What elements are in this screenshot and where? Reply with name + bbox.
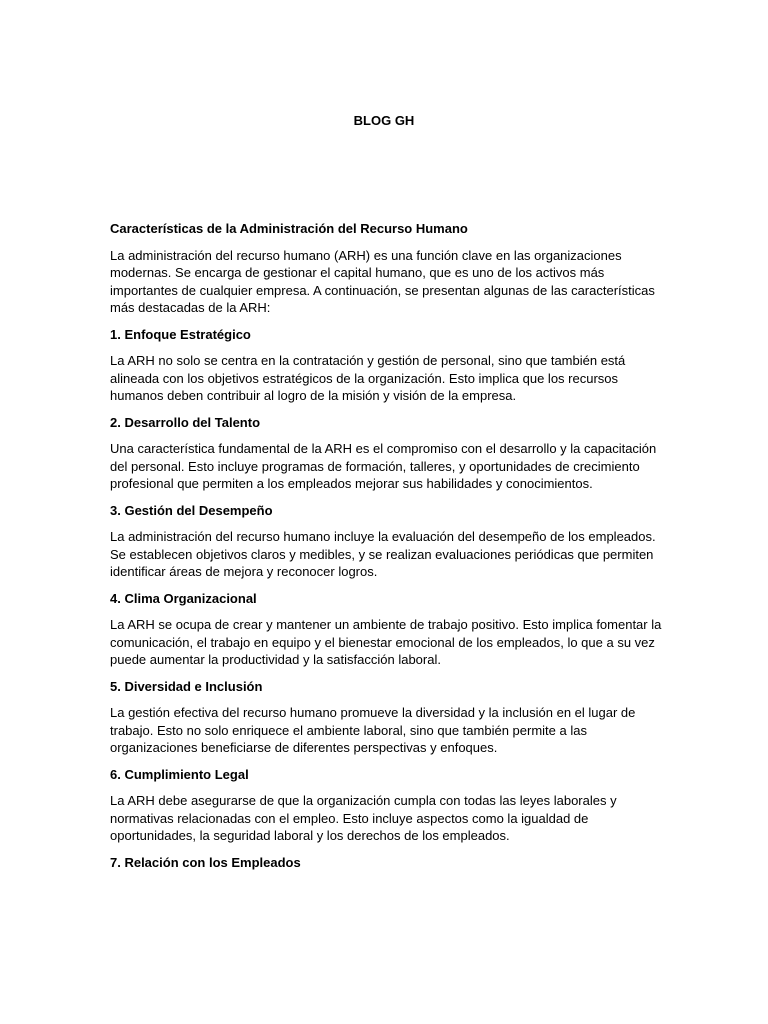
section-text-1: La ARH no solo se centra en la contratación y gestión de personal, sino que también está alineada con los objetivos estratégicos de la organización. Esto implica que los recursos humanos deben contribuir al logro de la misión y visión de la empresa. xyxy=(110,353,626,403)
section-heading-6: 6. Cumplimiento Legal xyxy=(110,766,249,782)
blog-title: BLOG GH xyxy=(353,113,415,128)
intro-paragraph: La administración del recurso humano (ARH) es una función clave en las organizaciones modernas. Se encarga de gestionar el capital humano, que es uno de los activos más importantes de cualquier empresa. A continuación, se presentan algunas de las características más destacadas de la ARH: xyxy=(110,247,655,315)
section-heading-5: 5. Diversidad e Inclusión xyxy=(110,678,263,694)
section-heading-3: 3. Gestión del Desempeño xyxy=(110,502,273,518)
document-body xyxy=(110,220,662,880)
section-heading-4: 4. Clima Organizacional xyxy=(110,590,257,606)
section-text-2: Una característica fundamental de la ARH es el compromiso con el desarrollo y la capacitación del personal. Esto incluye programas de formación, talleres, y oportunidades de crecimiento profesional que permiten a los empleados mejorar sus habilidades y conocimientos. xyxy=(110,441,657,491)
section-text-5: La gestión efectiva del recurso humano promueve la diversidad y la inclusión en el lugar de trabajo. Esto no solo enriquece el ambiente laboral, sino que también permite a las organizaciones beneficiarse de diferentes perspectivas y enfoques. xyxy=(110,705,636,755)
section-heading-7: 7. Relación con los Empleados xyxy=(110,854,301,870)
section-text-3: La administración del recurso humano incluye la evaluación del desempeño de los empleados. Se establecen objetivos claros y medibles, y se realizan evaluaciones periódicas que permiten identificar áreas de mejora y reconocer logros. xyxy=(110,529,656,579)
section-text-4: La ARH se ocupa de crear y mantener un ambiente de trabajo positivo. Esto implica fomentar la comunicación, el trabajo en equipo y el bienestar emocional de los empleados, lo que a su vez puede aumentar la productividad y la satisfacción laboral. xyxy=(110,617,662,667)
main-heading: Características de la Administración del Recurso Humano xyxy=(110,221,468,236)
section-heading-1: 1. Enfoque Estratégico xyxy=(110,326,251,342)
section-heading-2: 2. Desarrollo del Talento xyxy=(110,414,261,430)
section-text-6: La ARH debe asegurarse de que la organización cumpla con todas las leyes laborales y normativas relacionadas con el empleo. Esto incluye aspectos como la igualdad de oportunidades, la seguridad laboral y los derechos de los empleados. xyxy=(110,793,617,843)
